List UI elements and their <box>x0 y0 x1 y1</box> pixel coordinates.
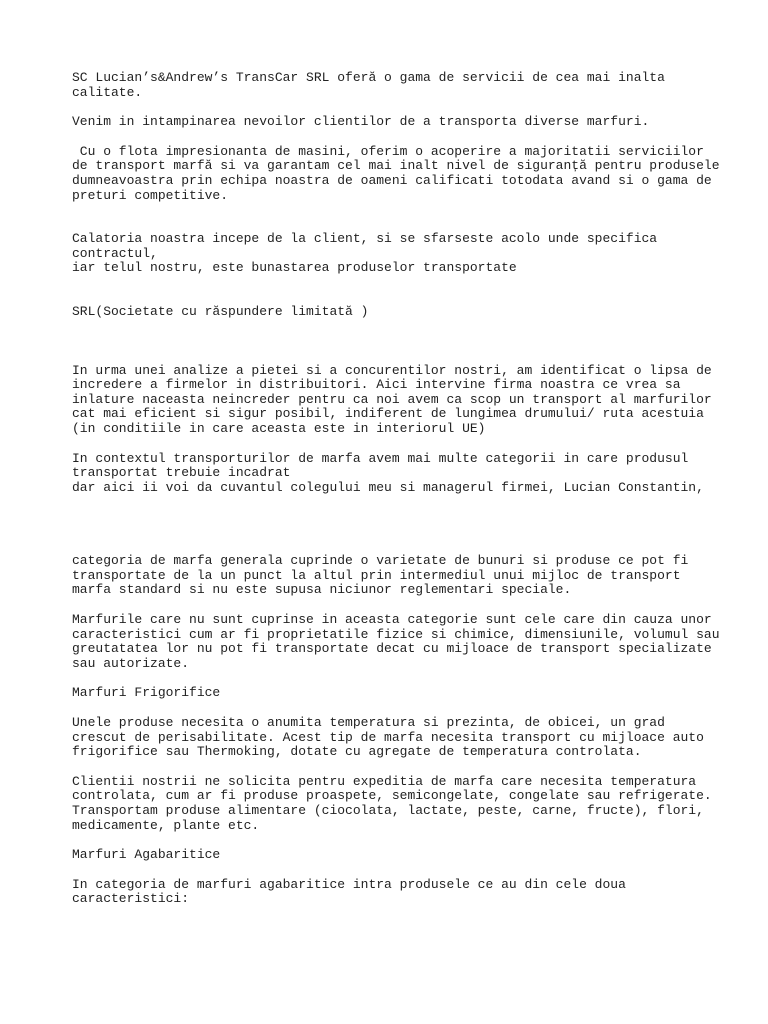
general-goods-paragraph <box>72 554 712 598</box>
text-line: Unele produse necesita o anumita temperatura si prezinta, de obicei, un grad <box>72 715 665 731</box>
categories-paragraph <box>72 452 712 496</box>
text-line: Clientii nostrii ne solicita pentru expeditia de marfa care necesita temperatura <box>72 773 697 789</box>
section-heading-frigorifice <box>72 686 712 701</box>
text-line: categoria de marfa generala cuprinde o varietate de bunuri si produse ce pot fi <box>72 553 689 569</box>
text-line: cat mai eficient si sigur posibil, indiferent de lungimea drumului/ ruta acestuia <box>72 406 704 422</box>
text-line: In urma unei analize a pietei si a concurentilor nostri, am identificat o lipsa de <box>72 362 712 378</box>
text-line: calitate. <box>72 84 143 100</box>
fleet-paragraph <box>72 143 720 203</box>
text-line: Cu o flota impresionanta de masini, oferim o acoperire a majoritatii serviciilor <box>72 143 704 159</box>
srl-definition <box>72 305 712 320</box>
intro-paragraph <box>72 71 712 100</box>
mission-paragraph <box>72 115 712 130</box>
text-line: caracteristici cum ar fi proprietatile fizice si chimice, dimensiunile, volumul sau <box>72 626 720 642</box>
text-line: Marfurile care nu sunt cuprinse in aceasta categorie sunt cele care din cauza unor <box>72 612 712 628</box>
text-line: iar telul nostru, este bunastarea produselor transportate <box>72 260 517 276</box>
text-line: crescut de perisabilitate. Acest tip de marfa necesita transport cu mijloace auto <box>72 729 704 745</box>
clients-paragraph <box>72 775 712 833</box>
section-title: Marfuri Frigorifice <box>72 685 221 701</box>
journey-paragraph <box>72 232 712 276</box>
text-line: medicamente, plante etc. <box>72 817 260 833</box>
text-line: dumneavoastra prin echipa noastra de oameni calificati totodata avand si o gama de <box>72 172 712 188</box>
section-heading-agabaritice <box>72 848 712 863</box>
text-line: de transport marfă si va garantam cel mai inalt nivel de siguranță pentru produsele <box>72 158 720 174</box>
text-line: Calatoria noastra incepe de la client, si se sfarseste acolo unde specifica <box>72 231 658 247</box>
text-line: Transportam produse alimentare (ciocolata, lactate, peste, carne, fructe), flori, <box>72 803 704 818</box>
text-line: incredere a firmelor in distribuitori. Aici intervine firma noastra ce vrea sa <box>72 377 681 393</box>
text-line: frigorifice sau Thermoking, dotate cu agregate de temperatura controlata. <box>72 744 642 760</box>
text-line: SRL(Societate cu răspundere limitată ) <box>72 303 369 319</box>
oversized-paragraph <box>72 878 712 907</box>
text-line: Venim in intampinarea nevoilor clientilor de a transporta diverse marfuri. <box>72 114 650 130</box>
refrigerated-paragraph <box>72 716 712 760</box>
market-analysis-paragraph <box>72 364 712 437</box>
text-line: controlata, cum ar fi produse proaspete, semicongelate, congelate sau refrigerate. <box>72 788 712 804</box>
text-line: transportat trebuie incadrat <box>72 465 291 481</box>
text-line: caracteristici: <box>72 891 190 907</box>
text-line: SC Lucian’s&Andrew’s TransCar SRL oferă o gama de servicii de cea mai inalta <box>72 70 665 85</box>
text-line: sau autorizate. <box>72 655 190 671</box>
text-line: greutatatea lor nu pot fi transportate decat cu mijloace de transport specializate <box>72 641 712 657</box>
text-line: preturi competitive. <box>72 187 229 203</box>
text-line: inlature naceasta neincreder pentru ca noi avem ca scop un transport al marfurilor <box>72 391 712 407</box>
section-title: Marfuri Agabaritice <box>72 847 221 863</box>
text-line: In contextul transporturilor de marfa avem mai multe categorii in care produsul <box>72 450 689 466</box>
text-line: dar aici ii voi da cuvantul colegului meu si managerul firmei, Lucian Constantin, <box>72 479 704 495</box>
text-line: In categoria de marfuri agabaritice intra produsele ce au din cele doua <box>72 876 626 892</box>
special-goods-paragraph <box>72 612 720 671</box>
document-page <box>72 70 720 907</box>
text-line: transportate de la un punct la altul prin intermediul unui mijloc de transport <box>72 567 681 583</box>
text-line: contractul, <box>72 245 158 261</box>
text-line: marfa standard si nu este supusa niciunor reglementari speciale. <box>72 582 572 598</box>
text-line: (in conditiile in care aceasta este in interiorul UE) <box>72 420 486 436</box>
